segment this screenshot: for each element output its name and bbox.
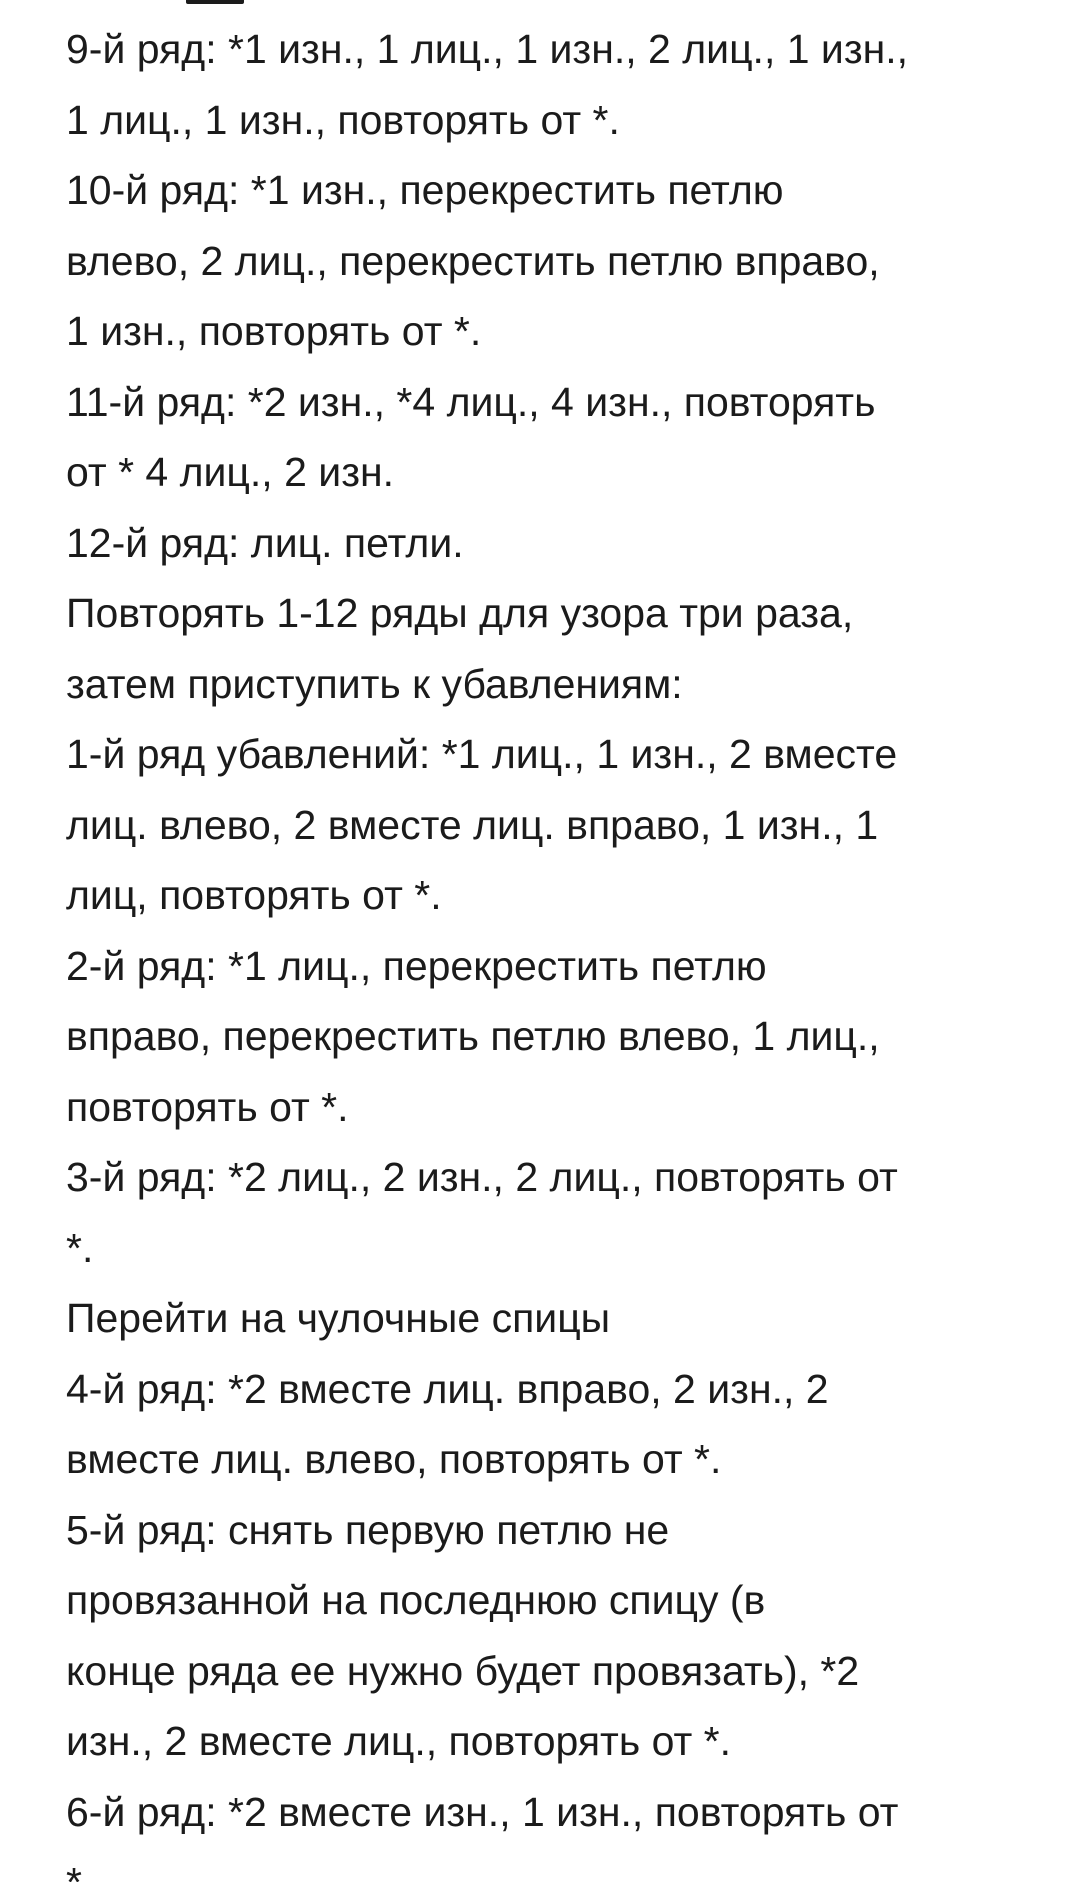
text-line: 1 изн., повторять от *. xyxy=(66,308,482,354)
text-line: 5-й ряд: снять первую петлю не xyxy=(66,1506,670,1553)
clipped-previous-line xyxy=(66,0,366,6)
text-line: 1 лиц., 1 изн., повторять от *. xyxy=(66,96,620,143)
text-line: * xyxy=(66,1859,82,1882)
text-line: 9-й ряд: *1 изн., 1 лиц., 1 изн., 2 лиц., 1 изн., xyxy=(66,26,909,72)
text-line: Повторять 1-12 ряды для узора три раза, xyxy=(66,590,854,636)
text-line: изн., 2 вместе лиц., повторять от *. xyxy=(66,1718,732,1764)
text-line: 11-й ряд: *2 изн., *4 лиц., 4 изн., повторять xyxy=(66,378,876,425)
text-line: лиц. влево, 2 вместе лиц. вправо, 1 изн., 1 xyxy=(66,801,879,848)
text-line: 12-й ряд: лиц. петли. xyxy=(66,519,464,566)
text-line: Перейти на чулочные спицы xyxy=(66,1295,611,1341)
text-line: 2-й ряд: *1 лиц., перекрестить петлю xyxy=(66,942,767,989)
text-line: влево, 2 лиц., перекрестить петлю вправо, xyxy=(66,237,880,284)
pattern-text xyxy=(66,14,1026,1882)
text-line: 10-й ряд: *1 изн., перекрестить петлю xyxy=(66,167,784,213)
text-line: 1-й ряд убавлений: *1 лиц., 1 изн., 2 вместе xyxy=(66,731,898,777)
text-line: вместе лиц. влево, повторять от *. xyxy=(66,1436,722,1482)
text-line: 6-й ряд: *2 вместе изн., 1 изн., повторять от xyxy=(66,1788,899,1835)
text-line: 4-й ряд: *2 вместе лиц. вправо, 2 изн., 2 xyxy=(66,1365,829,1412)
text-line: *. xyxy=(66,1224,94,1271)
text-line: конце ряда ее нужно будет провязать), *2 xyxy=(66,1647,860,1694)
text-line: затем приступить к убавлениям: xyxy=(66,660,683,707)
text-line: повторять от *. xyxy=(66,1083,349,1130)
text-line: от * 4 лиц., 2 изн. xyxy=(66,449,395,495)
text-line: вправо, перекрестить петлю влево, 1 лиц., xyxy=(66,1013,880,1059)
text-line: лиц, повторять от *. xyxy=(66,872,442,918)
text-line: 3-й ряд: *2 лиц., 2 изн., 2 лиц., повторять от xyxy=(66,1154,898,1200)
text-line: провязанной на последнюю спицу (в xyxy=(66,1577,766,1623)
